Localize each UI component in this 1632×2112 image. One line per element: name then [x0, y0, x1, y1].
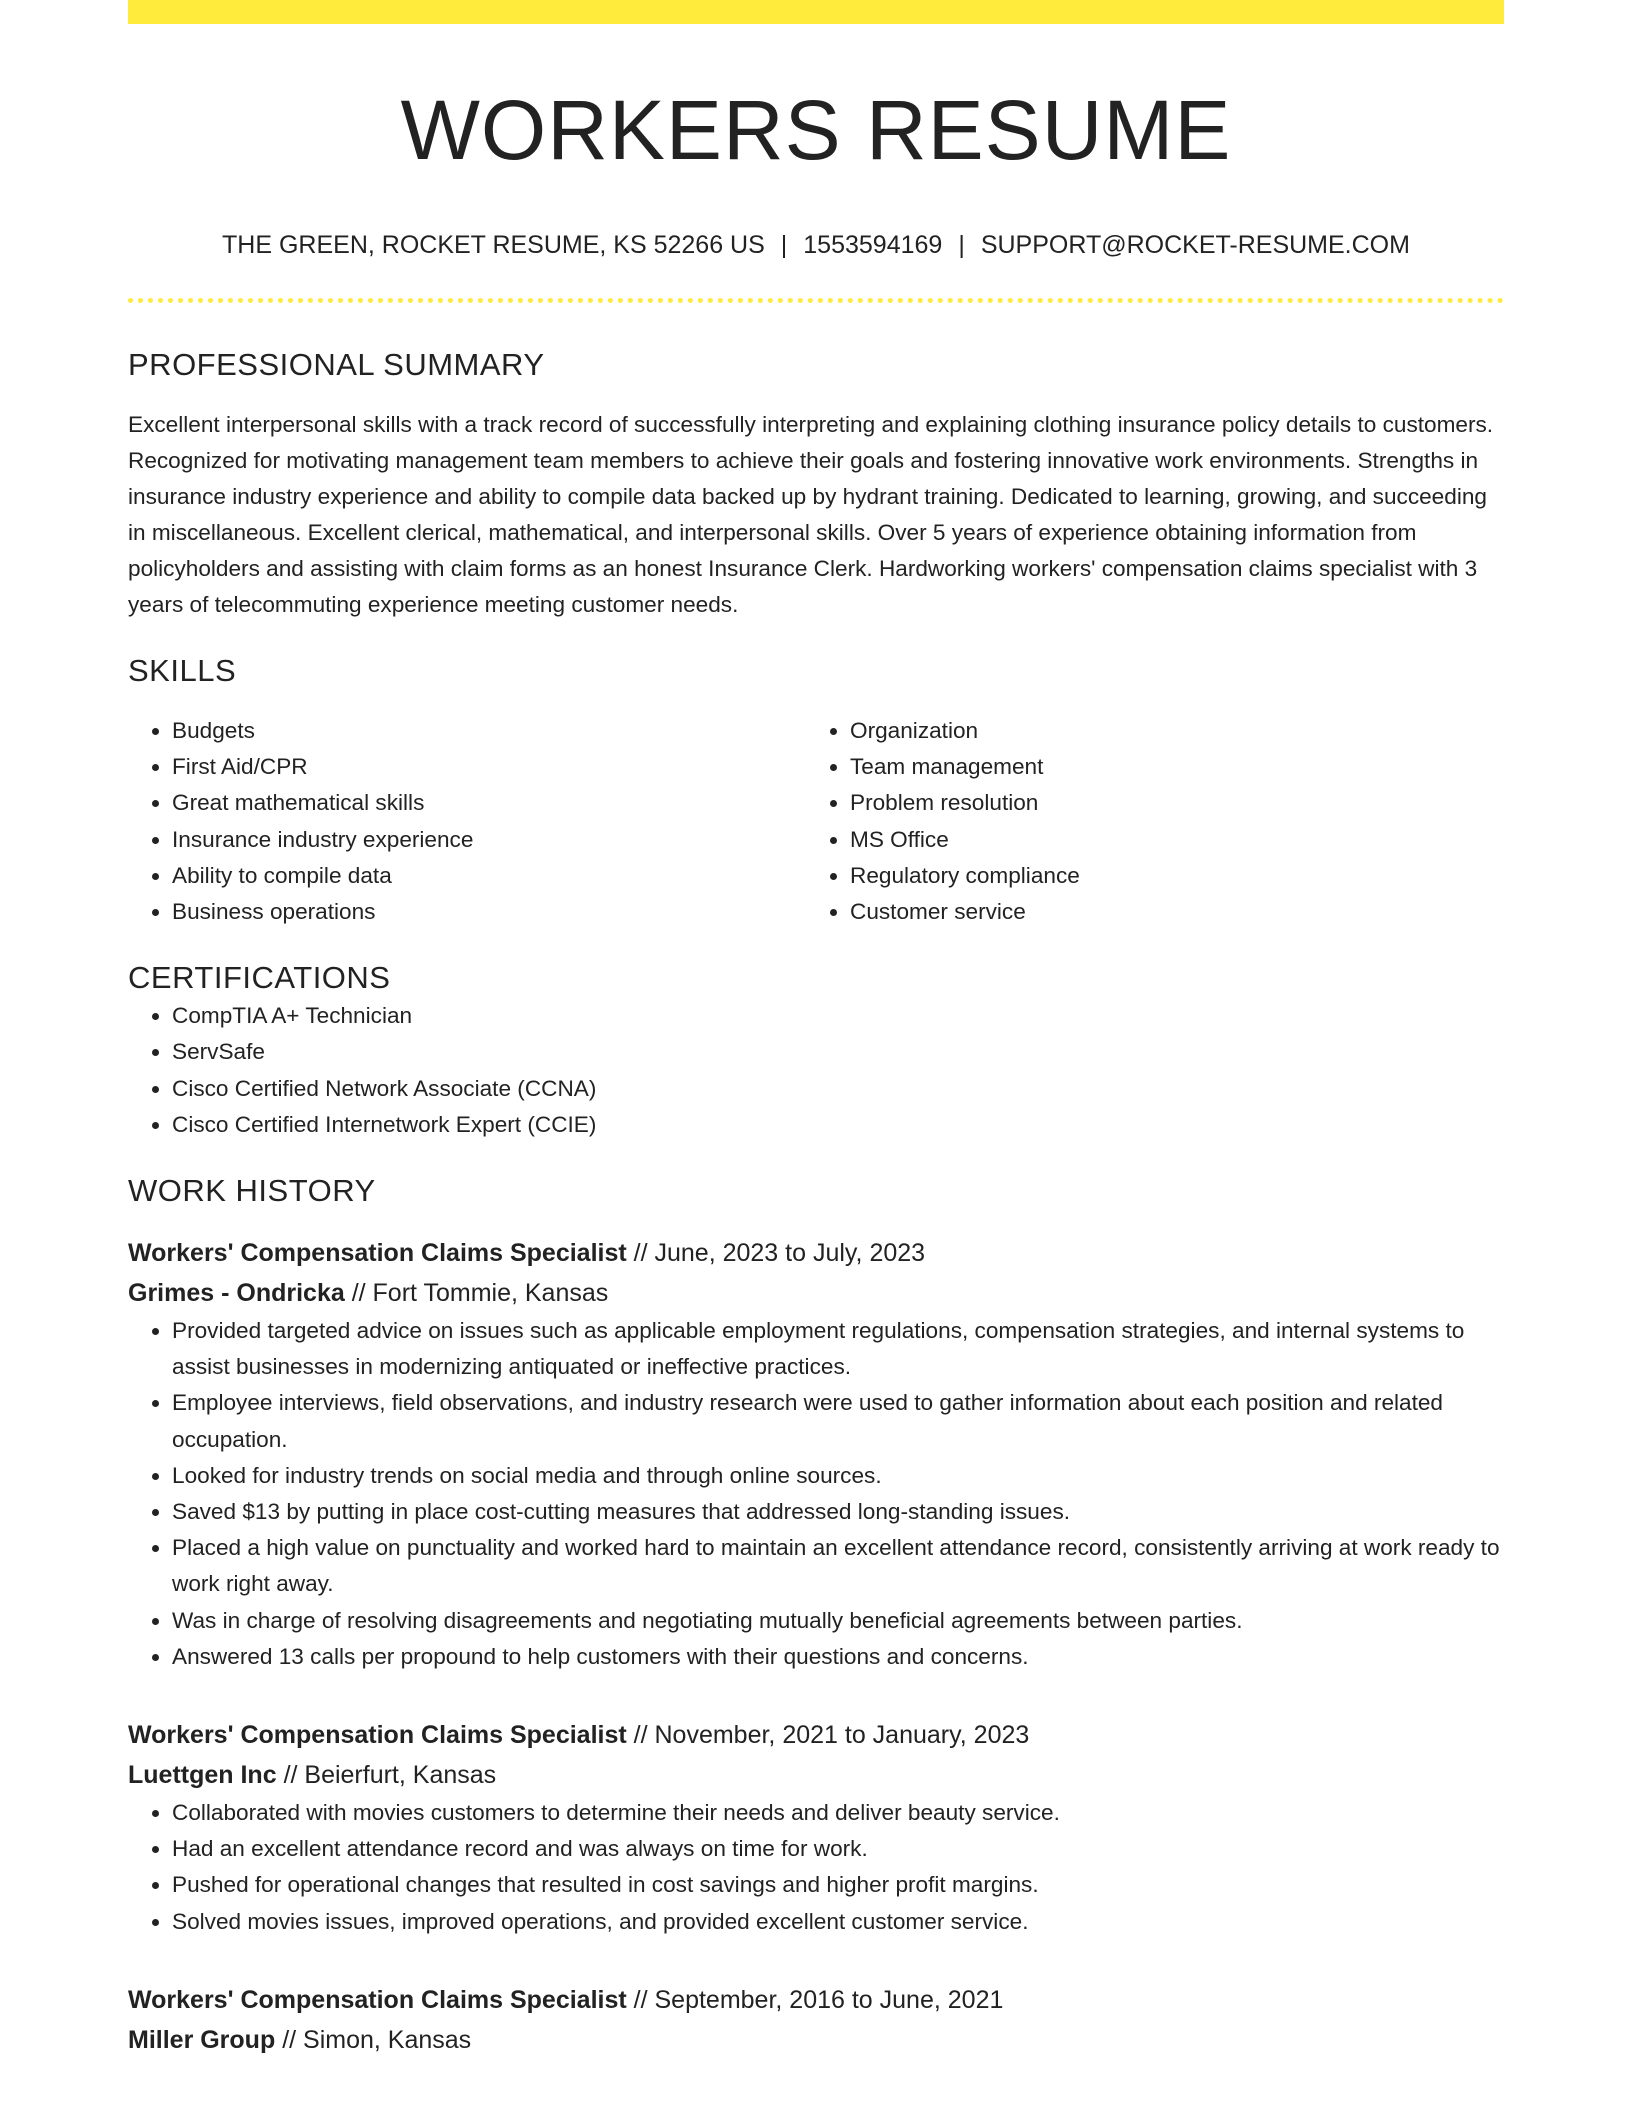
job-duty: • Saved $13 by putting in place cost-cutting measures that addressed long-standing issues.	[172, 1494, 1504, 1530]
skills-column-right	[806, 713, 1484, 930]
skill-item: • First Aid/CPR	[172, 749, 806, 785]
job-duty: • Placed a high value on punctuality and worked hard to maintain an excellent attendance record, consistently arriving at work ready to work right away.	[172, 1530, 1504, 1602]
contact-email: SUPPORT@ROCKET-RESUME.COM	[980, 231, 1410, 259]
skill-item: • Ability to compile data	[172, 858, 806, 894]
job-dates: // June, 2023 to July, 2023	[633, 1239, 926, 1268]
job-duties-list	[128, 1795, 1504, 1940]
job-dates: // September, 2016 to June, 2021	[633, 1985, 1004, 2014]
job-company: Grimes - Ondricka	[128, 1279, 345, 1308]
certification-item: • Cisco Certified Internetwork Expert (CCIE)	[172, 1107, 1504, 1143]
job-company-line	[128, 2020, 1504, 2060]
job-duties-list	[128, 1313, 1504, 1675]
job-role: Workers' Compensation Claims Specialist	[128, 1985, 627, 2014]
job-duty: • Looked for industry trends on social media and through online sources.	[172, 1458, 1504, 1494]
job-location: // Fort Tommie, Kansas	[351, 1279, 609, 1308]
resume-page	[128, 0, 1504, 2060]
summary-heading: PROFESSIONAL SUMMARY	[128, 347, 545, 382]
skill-item: • Insurance industry experience	[172, 822, 806, 858]
contact-address: THE GREEN, ROCKET RESUME, KS 52266 US	[222, 231, 765, 259]
job-title-line	[128, 1715, 1504, 1755]
job-duty: • Provided targeted advice on issues such as applicable employment regulations, compensation strategies, and internal systems to assist businesses in modernizing antiquated or ineffective practices.	[172, 1313, 1504, 1385]
job-duty: • Employee interviews, field observations, and industry research were used to gather information about each position and related occupation.	[172, 1385, 1504, 1457]
top-accent-bar	[128, 0, 1504, 24]
certifications-list	[128, 998, 1504, 1143]
job-entry	[128, 1233, 1504, 1675]
skill-item: • Problem resolution	[850, 785, 1484, 821]
summary-text: Excellent interpersonal skills with a track record of successfully interpreting and explaining clothing insurance policy details to customers. Recognized for motivating management team members to achieve their goals and fostering innovative work environments. Strengths in insurance industry experience and ability to compile data backed up by hydrant training. Dedicated to learning, growing, and succeeding in miscellaneous. Excellent clerical, mathematical, and interpersonal skills. Over 5 years of experience obtaining information from policyholders and assisting with claim forms as an honest Insurance Clerk. Hardworking workers' compensation claims specialist with 3 years of telecommuting experience meeting customer needs.	[128, 412, 1494, 617]
skill-item: • Great mathematical skills	[172, 785, 806, 821]
job-company: Miller Group	[128, 2025, 276, 2054]
job-duty: • Had an excellent attendance record and was always on time for work.	[172, 1831, 1504, 1867]
contact-separator: |	[958, 231, 965, 259]
certification-item: • CompTIA A+ Technician	[172, 998, 1504, 1034]
job-entry	[128, 1980, 1504, 2060]
job-duty: • Answered 13 calls per propound to help customers with their questions and concerns.	[172, 1639, 1504, 1675]
job-title-line	[128, 1233, 1504, 1273]
skills-column-left	[128, 713, 806, 930]
certification-item: • Cisco Certified Network Associate (CCNA)	[172, 1071, 1504, 1107]
contact-phone: 1553594169	[803, 231, 943, 259]
job-dates: // November, 2021 to January, 2023	[633, 1721, 1030, 1750]
job-duty: • Pushed for operational changes that resulted in cost savings and higher profit margins.	[172, 1867, 1504, 1903]
skill-item: • MS Office	[850, 822, 1484, 858]
work-history-heading: WORK HISTORY	[128, 1173, 376, 1209]
job-title-line	[128, 1980, 1504, 2020]
job-location: // Simon, Kansas	[282, 2025, 472, 2054]
job-duty: • Solved movies issues, improved operations, and provided excellent customer service.	[172, 1904, 1504, 1940]
job-role: Workers' Compensation Claims Specialist	[128, 1721, 627, 1750]
skill-item: • Customer service	[850, 894, 1484, 930]
resume-name: WORKERS RESUME	[400, 83, 1232, 177]
skill-item: • Organization	[850, 713, 1484, 749]
skills-heading: SKILLS	[128, 653, 237, 688]
job-location: // Beierfurt, Kansas	[283, 1761, 497, 1790]
skill-item: • Budgets	[172, 713, 806, 749]
certification-item: • ServSafe	[172, 1034, 1504, 1070]
job-duty: • Was in charge of resolving disagreements and negotiating mutually beneficial agreements between parties.	[172, 1603, 1504, 1639]
job-company: Luettgen Inc	[128, 1761, 277, 1790]
job-duty: • Collaborated with movies customers to determine their needs and deliver beauty service.	[172, 1795, 1504, 1831]
header-divider	[128, 298, 1504, 303]
job-entry	[128, 1715, 1504, 1940]
job-company-line	[128, 1755, 1504, 1795]
skills-grid	[128, 713, 1504, 930]
skill-item: • Business operations	[172, 894, 806, 930]
skill-item: • Regulatory compliance	[850, 858, 1484, 894]
skills-list-right	[806, 713, 1484, 930]
job-company-line	[128, 1273, 1504, 1313]
contact-separator: |	[780, 231, 788, 259]
certifications-heading: CERTIFICATIONS	[128, 960, 391, 996]
skill-item: • Team management	[850, 749, 1484, 785]
skills-list-left	[128, 713, 806, 930]
job-role: Workers' Compensation Claims Specialist	[128, 1239, 627, 1268]
contact-line	[128, 228, 1504, 262]
